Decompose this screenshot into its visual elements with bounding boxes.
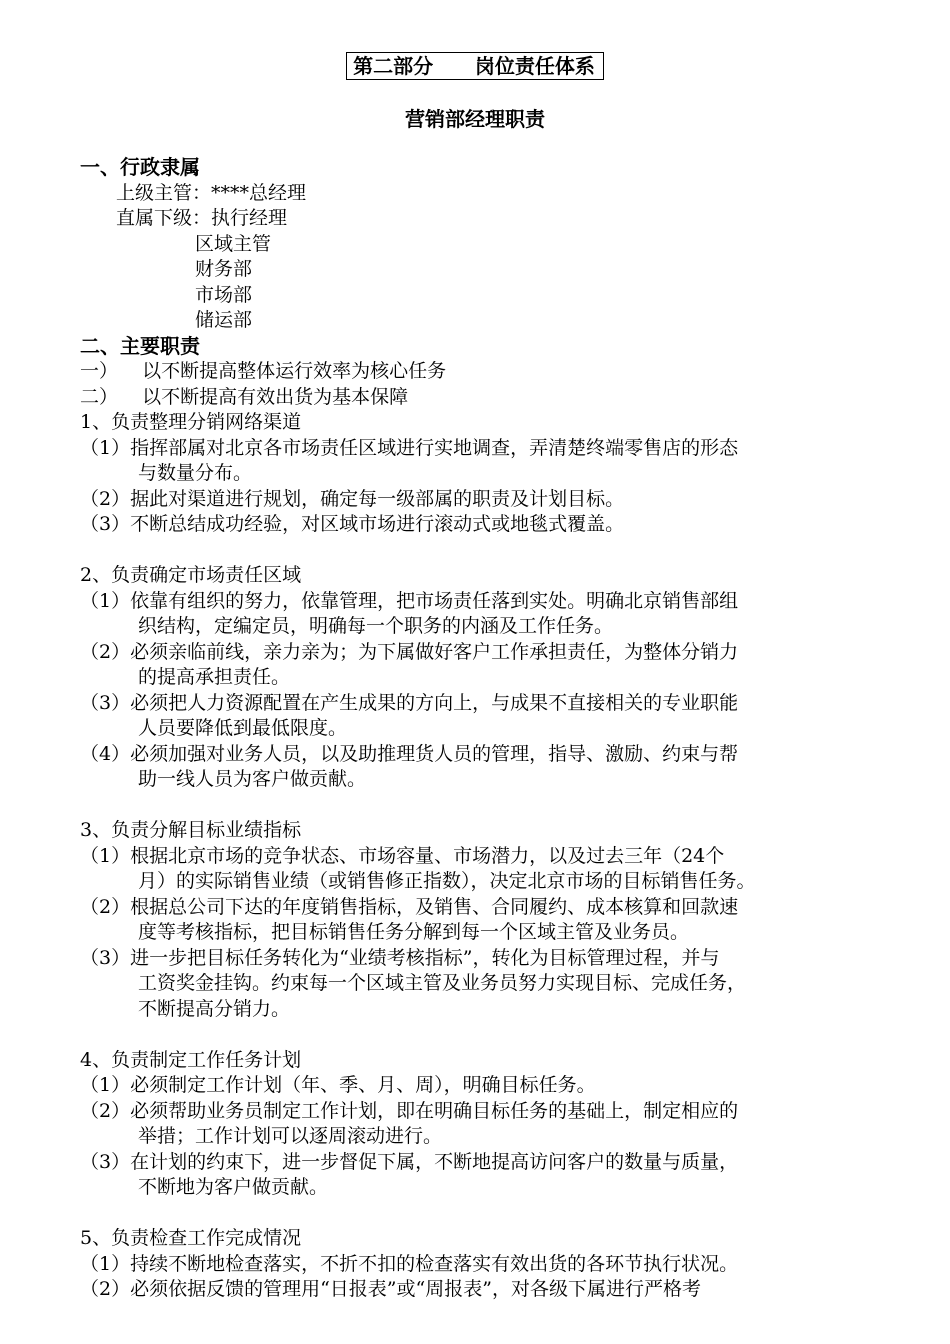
duty-item: （3）不断总结成功经验，对区域市场进行滚动式或地毯式覆盖。 <box>80 513 625 535</box>
duty-item: （3）进一步把目标任务转化为“业绩考核指标”，转化为目标管理过程，并与 <box>80 946 720 969</box>
duty-item-continuation: 人员要降低到最低限度。 <box>138 717 348 739</box>
principle-line: 一） 以不断提高整体运行效率为核心任务 <box>80 360 447 382</box>
paragraph-spacer <box>80 538 880 564</box>
subordinate-line: 直属下级：执行经理 <box>116 207 288 229</box>
principle-line: 二） 以不断提高有效出货为基本保障 <box>80 385 409 408</box>
duty-item: （3）必须把人力资源配置在产生成果的方向上，与成果不直接相关的专业职能 <box>80 691 739 714</box>
duty-item: （3）在计划的约束下，进一步督促下属，不断地提高访问客户的数量与质量， <box>80 1150 739 1173</box>
duty-item: （1）依靠有组织的努力，依靠管理，把市场责任落到实处。明确北京销售部组 <box>80 589 739 612</box>
part-title: 第二部分 岗位责任体系 <box>346 52 604 80</box>
duty-title: 5、负责检查工作完成情况 <box>80 1227 302 1249</box>
superior-line: 上级主管：****总经理 <box>116 181 307 204</box>
duty-item-continuation: 月）的实际销售业绩（或销售修正指数），决定北京市场的目标销售任务。 <box>138 870 756 892</box>
duty-item-continuation: 举措；工作计划可以逐周滚动进行。 <box>138 1125 443 1147</box>
duty-item: （1）根据北京市场的竞争状态、市场容量、市场潜力，以及过去三年（24个 <box>80 844 725 867</box>
duty-title: 4、负责制定工作任务计划 <box>80 1048 302 1071</box>
duty-title: 1、负责整理分销网络渠道 <box>80 411 302 433</box>
duty-item: （2）必须帮助业务员制定工作计划，即在明确目标任务的基础上，制定相应的 <box>80 1099 739 1122</box>
duty-item: （1）指挥部属对北京各市场责任区域进行实地调查，弄清楚终端零售店的形态 <box>80 436 739 459</box>
duty-item: （2）必须依据反馈的管理用“日报表”或“周报表”，对各级下属进行严格考 <box>80 1278 701 1300</box>
duty-item: （2）必须亲临前线，亲力亲为；为下属做好客户工作承担责任，为整体分销力 <box>80 640 739 663</box>
paragraph-spacer <box>80 1201 880 1227</box>
duty-item-continuation: 工资奖金挂钩。约束每一个区域主管及业务员努力实现目标、完成任务， <box>138 972 747 994</box>
paragraph-spacer <box>80 1022 880 1048</box>
subordinate-item: 市场部 <box>195 283 253 306</box>
duty-item: （4）必须加强对业务人员，以及助推理货人员的管理，指导、激励、约束与帮 <box>80 742 739 765</box>
subordinate-item: 储运部 <box>195 309 253 331</box>
section-heading-duties: 二、主要职责 <box>80 333 200 358</box>
duty-item: （1）持续不断地检查落实，不折不扣的检查落实有效出货的各环节执行状况。 <box>80 1252 739 1275</box>
document-body <box>80 155 880 1303</box>
duty-item-continuation: 织结构，定编定员，明确每一个职务的内涵及工作任务。 <box>138 615 614 637</box>
document-title: 营销部经理职责 <box>405 107 545 131</box>
duty-title: 3、负责分解目标业绩指标 <box>80 819 302 841</box>
subordinate-item: 区域主管 <box>195 232 272 255</box>
duty-item-continuation: 不断地为客户做贡献。 <box>138 1176 329 1198</box>
duty-item-continuation: 度等考核指标，把目标销售任务分解到每一个区域主管及业务员。 <box>138 921 690 943</box>
duty-item-continuation: 不断提高分销力。 <box>138 997 291 1020</box>
duty-title: 2、负责确定市场责任区域 <box>80 564 302 586</box>
duty-item: （2）根据总公司下达的年度销售指标，及销售、合同履约、成本核算和回款速 <box>80 895 739 918</box>
duty-item: （1）必须制定工作计划（年、季、月、周），明确目标任务。 <box>80 1074 596 1096</box>
duty-item-continuation: 与数量分布。 <box>138 462 253 484</box>
duty-item-continuation: 助一线人员为客户做贡献。 <box>138 768 367 790</box>
section-heading-admin: 一、行政隶属 <box>80 155 200 179</box>
duty-item: （2）据此对渠道进行规划，确定每一级部属的职责及计划目标。 <box>80 487 625 510</box>
subordinate-item: 财务部 <box>195 258 253 280</box>
paragraph-spacer <box>80 793 880 819</box>
duty-item-continuation: 的提高承担责任。 <box>138 666 291 688</box>
